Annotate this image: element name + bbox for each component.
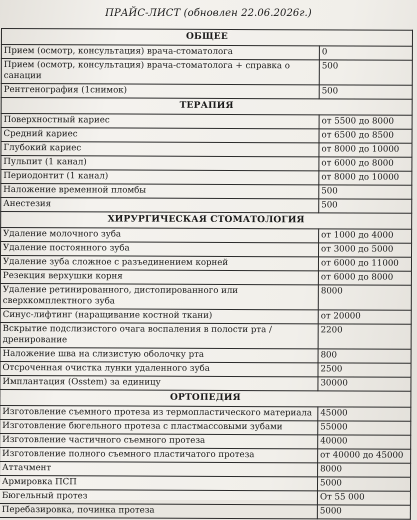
price-table-body xyxy=(0,29,413,520)
service-name: Прием (осмотр, консультация) врача-стоматолога xyxy=(1,45,319,60)
service-price: 30000 xyxy=(318,377,411,391)
service-price: 500 xyxy=(319,199,412,213)
section-title: ОБЩЕЕ xyxy=(1,29,412,47)
table-row xyxy=(0,322,411,349)
service-name: Средний кариес xyxy=(1,128,319,143)
service-name: Наложение шва на слизистую оболочку рта xyxy=(0,347,318,362)
service-price: 2500 xyxy=(318,363,411,377)
service-price: 5000 xyxy=(317,505,410,519)
service-name: Перебазировка, починка протеза xyxy=(0,503,317,518)
service-name: Удаление молочного зуба xyxy=(1,228,319,243)
service-name: Наложение временной пломбы xyxy=(1,184,319,199)
price-table xyxy=(0,28,413,520)
service-price: 500 xyxy=(319,185,412,199)
table-row xyxy=(1,59,412,86)
section-header-row xyxy=(1,98,412,116)
service-name: Удаление постоянного зуба xyxy=(1,242,319,257)
service-name: Изготовление полного съемного пластичатого протеза xyxy=(0,447,318,462)
service-price: 0 xyxy=(319,46,412,60)
service-price: 500 xyxy=(319,60,412,85)
section-title: ТЕРАПИЯ xyxy=(1,98,412,116)
service-name: Изготовление съемного протеза из термопластического материала xyxy=(0,405,318,420)
service-name: Армировка ПСП xyxy=(0,475,318,490)
service-price: от 3000 до 5000 xyxy=(319,243,412,257)
service-price: от 8000 до 10000 xyxy=(319,143,412,157)
service-price: 8000 xyxy=(318,463,411,477)
service-name: Изготовление бюгельного протеза с пластмассовыми зубами xyxy=(0,419,318,434)
service-price: от 6000 до 8000 xyxy=(319,157,412,171)
service-name: Отсроченная очистка лунки удаленного зуба xyxy=(0,361,318,376)
service-price: от 8000 до 10000 xyxy=(319,171,412,185)
table-row xyxy=(0,283,411,310)
service-name: Удаление ретинированного, дистопированного или сверхкомплектного зуба xyxy=(0,283,318,309)
service-name: Вскрытие подслизистого очага воспаления в полости рта / дренирование xyxy=(0,322,318,348)
service-name: Пульпит (1 канал) xyxy=(1,156,319,171)
service-name: Анестезия xyxy=(1,198,319,213)
service-price: 55000 xyxy=(318,421,411,435)
service-name: Удаление зуба сложное с разъединением корней xyxy=(0,256,318,271)
service-name: Изготовление частичного съемного протеза xyxy=(0,433,318,448)
service-name: Синус-лифтинг (наращивание костной ткани) xyxy=(0,308,318,323)
service-price: 5000 xyxy=(317,477,410,491)
section-header-row xyxy=(1,29,412,47)
service-name: Аттачмент xyxy=(0,461,318,476)
service-name: Рентгенография (1снимок) xyxy=(1,84,319,99)
service-price: 800 xyxy=(318,349,411,363)
service-price: 2200 xyxy=(318,324,411,349)
table-row xyxy=(0,503,410,519)
service-name: Поверхностный кариес xyxy=(1,114,319,129)
service-name: Имплантация (Osstem) за единицу xyxy=(0,375,318,390)
service-price: от 6000 до 11000 xyxy=(318,257,411,271)
service-price: от 1000 до 4000 xyxy=(319,229,412,243)
service-name: Глубокий кариес xyxy=(1,142,319,157)
service-price: от 5500 до 8000 xyxy=(319,115,412,129)
service-price: От 55 000 xyxy=(317,491,410,505)
service-name: Периодонтит (1 канал) xyxy=(1,170,319,185)
service-name: Бюгельный протез xyxy=(0,489,317,504)
service-name: Прием (осмотр, консультация) врача-стоматолога + справка о санации xyxy=(1,59,319,85)
section-title: ХИРУРГИЧЕСКАЯ СТОМАТОЛОГИЯ xyxy=(1,212,412,230)
section-header-row xyxy=(1,212,412,230)
service-price: 500 xyxy=(319,85,412,99)
section-title: ОРТОПЕДИЯ xyxy=(0,389,411,407)
service-price: от 20000 xyxy=(318,310,411,324)
service-price: 45000 xyxy=(318,407,411,421)
document-title: ПРАЙС-ЛИСТ (обновлен 22.06.2026г.) xyxy=(105,8,312,19)
service-price: 40000 xyxy=(318,435,411,449)
service-price: от 6000 до 8000 xyxy=(318,271,411,285)
service-price: от 40000 до 45000 xyxy=(318,449,411,463)
service-name: Резекция верхушки корня xyxy=(0,269,318,284)
service-price: 8000 xyxy=(318,285,411,310)
service-price: от 6500 до 8500 xyxy=(319,129,412,143)
section-header-row xyxy=(0,389,411,407)
